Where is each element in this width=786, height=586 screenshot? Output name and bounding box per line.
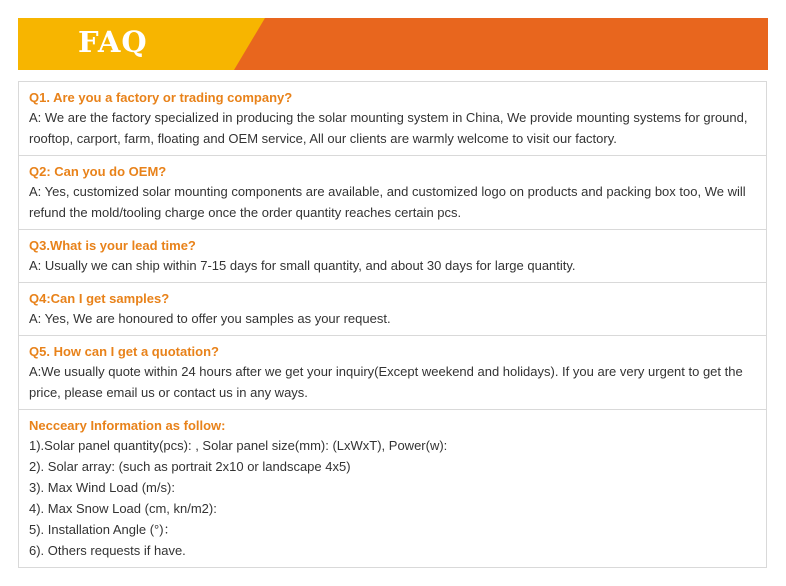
faq-answer: A:We usually quote within 24 hours after we get your inquiry(Except weekend and holidays). If you are very urgent to get the price, please email us or contact us in any ways. [29, 364, 743, 400]
info-section [19, 410, 766, 567]
info-item: 2). Solar array: (such as portrait 2x10 or landscape 4x5) [29, 459, 351, 474]
info-item: 3). Max Wind Load (m/s): [29, 480, 175, 495]
page-title: FAQ [78, 25, 148, 59]
faq-answer: A: Usually we can ship within 7-15 days for small quantity, and about 30 days for large quantity. [29, 258, 576, 273]
info-item: 4). Max Snow Load (cm, kn/m2): [29, 501, 217, 516]
faq-question: Q1. Are you a factory or trading company? [29, 90, 293, 105]
faq-list [18, 81, 767, 568]
faq-answer: A: Yes, We are honoured to offer you samples as your request. [29, 311, 391, 326]
faq-answer: A: We are the factory specialized in producing the solar mounting system in China, We provide mounting systems for ground, rooftop, carport, farm, floating and OEM service, All our clients are warmly welcome to visit our factory. [29, 110, 748, 146]
info-item: 6). Others requests if have. [29, 543, 186, 558]
faq-question: Q4:Can I get samples? [29, 291, 170, 306]
info-heading: Necceary Information as follow: [29, 418, 226, 433]
faq-item-5 [19, 336, 766, 410]
faq-item-3 [19, 230, 766, 283]
faq-question: Q2: Can you do OEM? [29, 164, 167, 179]
info-item: 1).Solar panel quantity(pcs): , Solar panel size(mm): (LxWxT), Power(w): [29, 438, 448, 453]
faq-question: Q3.What is your lead time? [29, 238, 196, 253]
faq-banner [18, 18, 768, 70]
faq-item-2 [19, 156, 766, 230]
faq-item-4 [19, 283, 766, 336]
banner-orange-block [234, 18, 768, 70]
faq-question: Q5. How can I get a quotation? [29, 344, 219, 359]
faq-item-1 [19, 82, 766, 156]
faq-answer: A: Yes, customized solar mounting components are available, and customized logo on products and packing box too, We will refund the mold/tooling charge once the order quantity reaches certain pcs. [29, 184, 746, 220]
info-item: 5). Installation Angle (°)： [29, 522, 177, 537]
